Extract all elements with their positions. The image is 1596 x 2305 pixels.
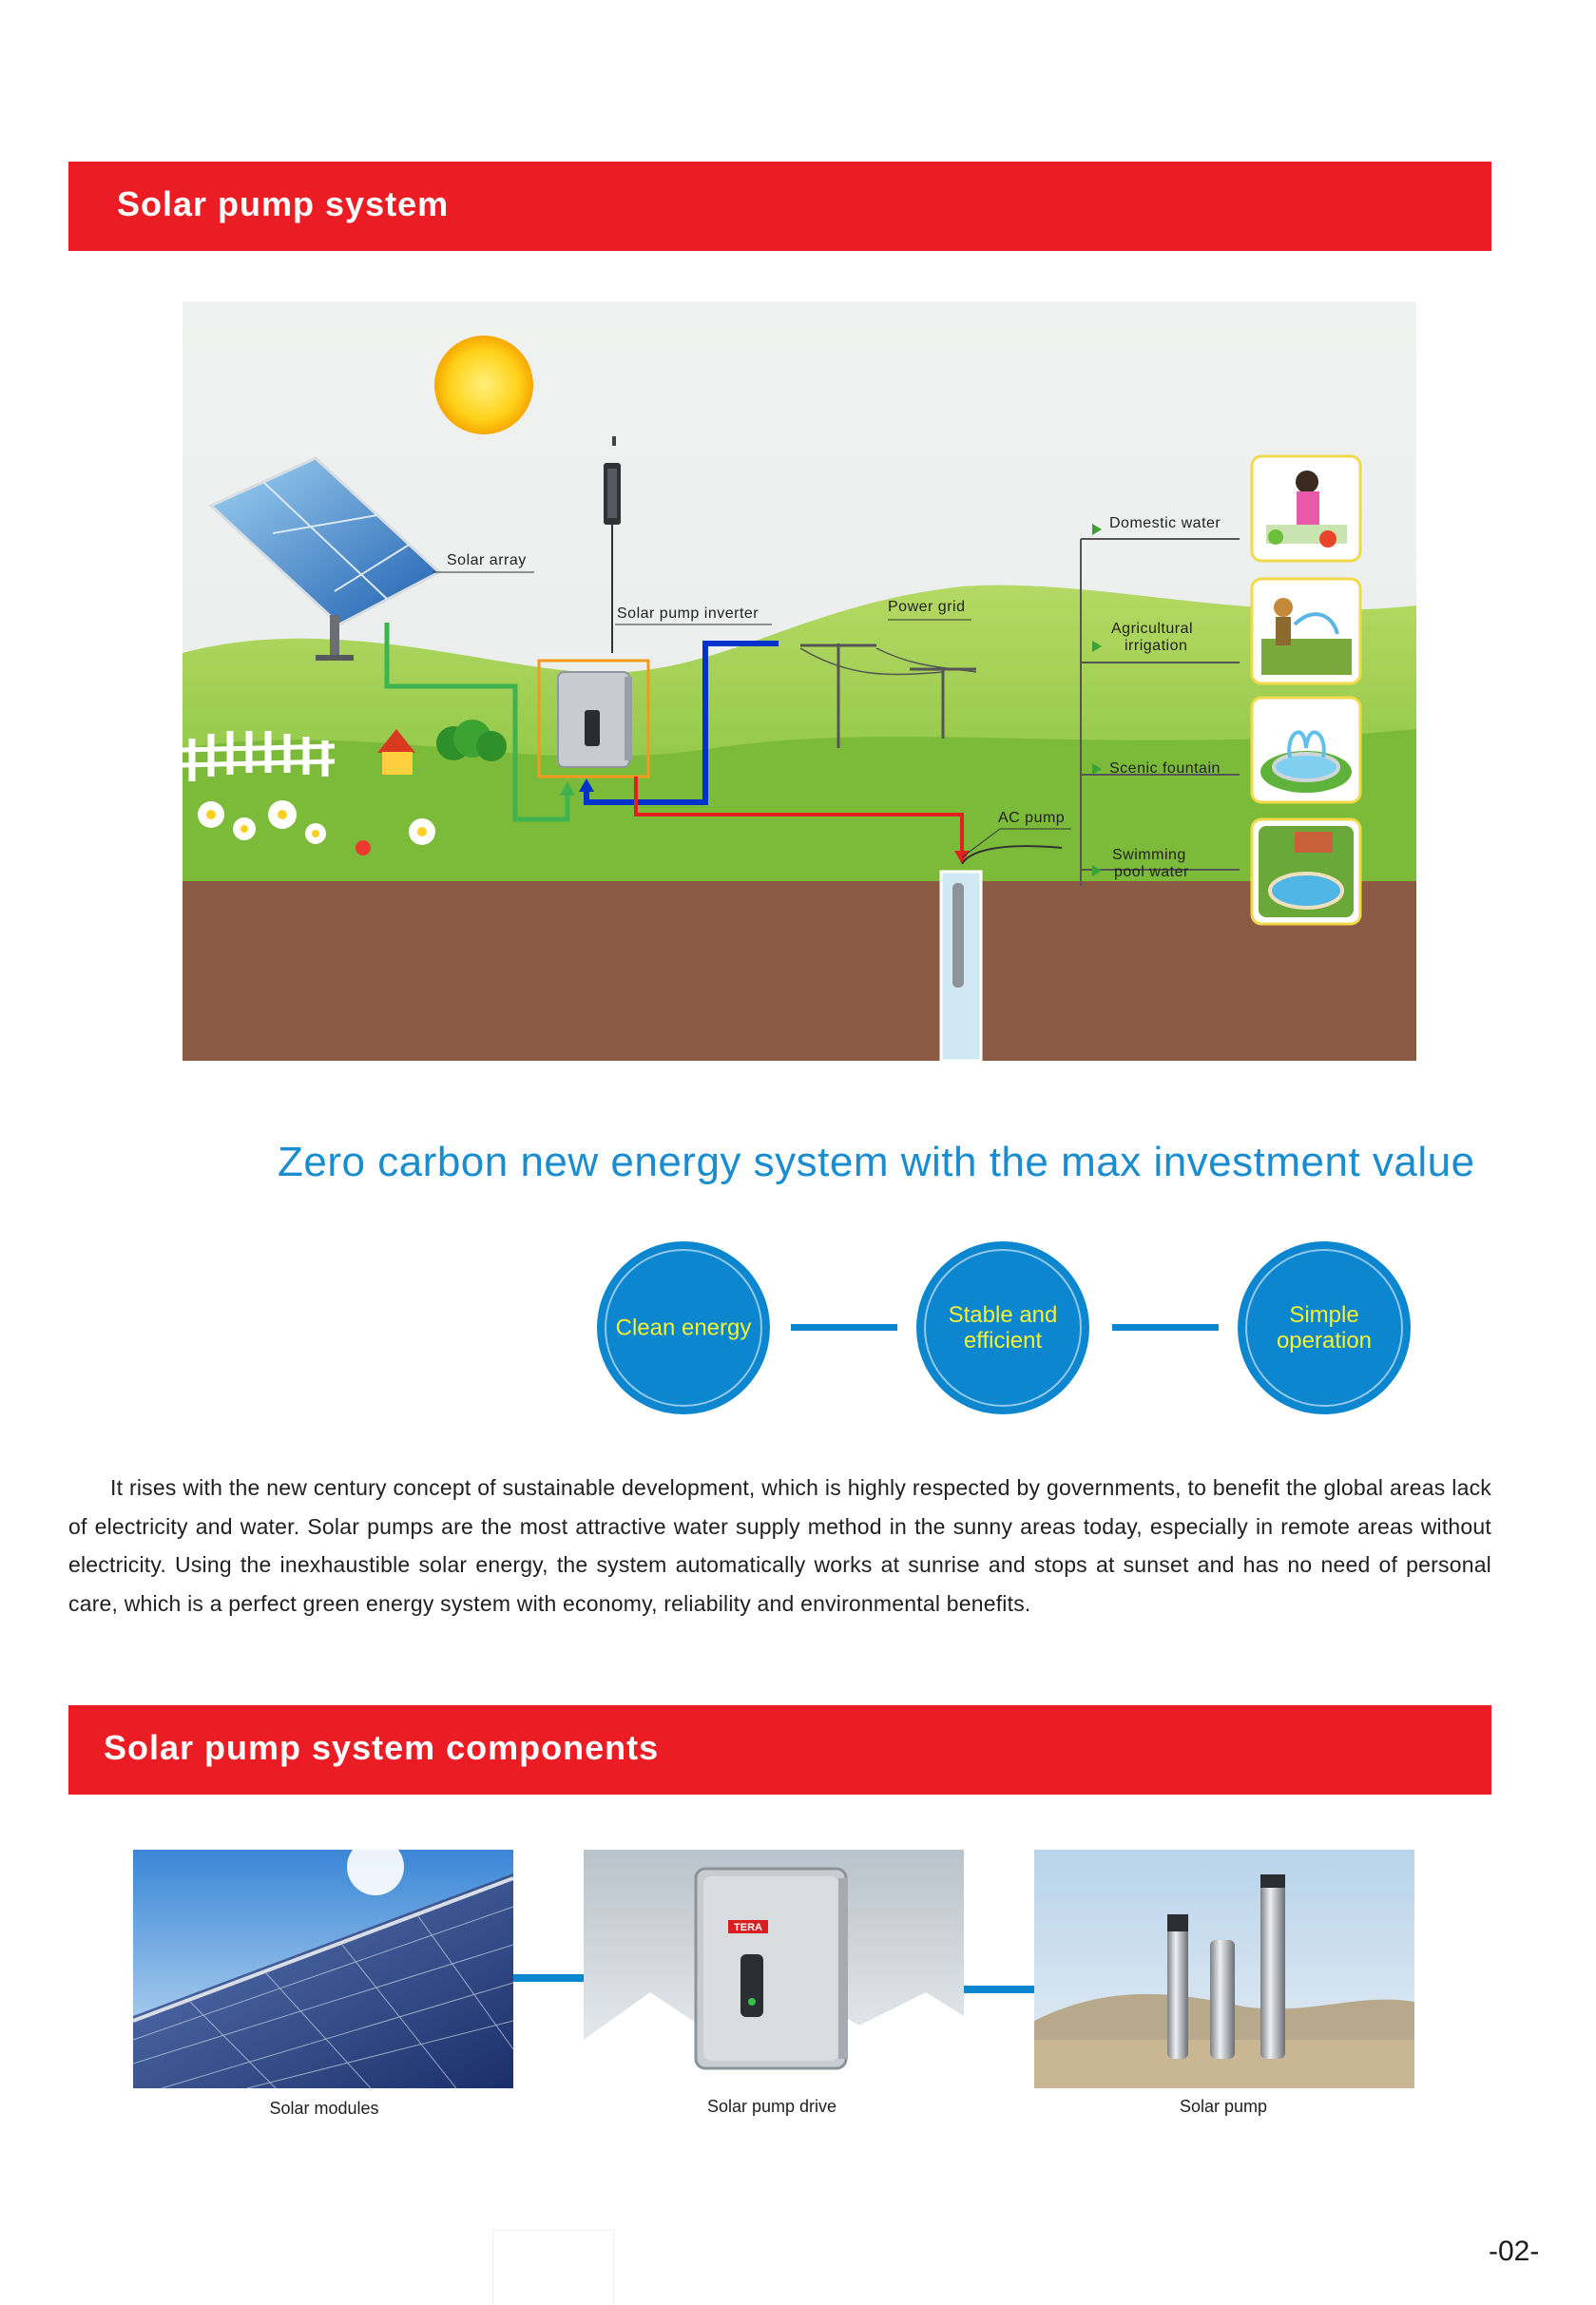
caption-solar-modules: Solar modules bbox=[269, 2099, 379, 2118]
inverter-icon bbox=[558, 672, 632, 767]
caption-solar-pump: Solar pump bbox=[1179, 2097, 1268, 2116]
swimming-pool-thumbnail bbox=[1252, 819, 1360, 924]
label-ac-pump: AC pump bbox=[998, 810, 1066, 826]
section-banner-system bbox=[68, 162, 1491, 251]
soil bbox=[183, 881, 1416, 1061]
feature-simple-operation bbox=[1238, 1241, 1411, 1414]
scenic-fountain-thumbnail bbox=[1252, 698, 1360, 802]
label-swimming: Swimming bbox=[1112, 847, 1186, 863]
well-icon bbox=[941, 872, 981, 1061]
description-text: It rises with the new century concept of sustainable development, which is highly respected by governments, to benefit the global areas lack of electricity and water. Solar pumps are the most attractive water supply method in the sunny areas today, especially in remote areas without electricity. Using the inexhaustible solar energy, the system automatically works at sunrise and stops at sunset and has no need of personal care, which is a perfect green energy system with economy, reliability and environmental benefits. bbox=[68, 1475, 1491, 1616]
brand-logo: TERA bbox=[734, 1922, 762, 1933]
label-scenic-fountain: Scenic fountain bbox=[1109, 760, 1221, 777]
domestic-water-thumbnail bbox=[1252, 456, 1360, 561]
component-connector bbox=[964, 1986, 1034, 1993]
description-paragraph bbox=[68, 1469, 1491, 1623]
feature-clean-energy bbox=[597, 1241, 770, 1414]
label-solar-array: Solar array bbox=[447, 552, 527, 568]
label-pool-water: pool water bbox=[1114, 864, 1189, 880]
feature-connector bbox=[1112, 1324, 1219, 1331]
headline: Zero carbon new energy system with the max investment value bbox=[278, 1139, 1475, 1185]
feature-label: Stable and efficient bbox=[948, 1302, 1058, 1354]
agricultural-irrigation-thumbnail bbox=[1252, 579, 1360, 683]
caption-solar-pump-drive: Solar pump drive bbox=[706, 2097, 837, 2116]
feature-stable-efficient bbox=[916, 1241, 1089, 1414]
solar-panel-photo-icon bbox=[133, 1850, 513, 2088]
label-agricultural: Agricultural bbox=[1111, 621, 1194, 637]
pump-drive-photo-icon bbox=[584, 1850, 964, 2088]
section-banner-components bbox=[68, 1705, 1491, 1795]
sun-icon bbox=[434, 336, 533, 434]
section-title-components: Solar pump system components bbox=[104, 1728, 660, 1767]
component-connector bbox=[513, 1974, 584, 1982]
label-inverter: Solar pump inverter bbox=[617, 605, 760, 622]
label-irrigation: irrigation bbox=[1125, 638, 1188, 654]
page-number: -02- bbox=[1489, 2236, 1540, 2267]
feature-label: Clean energy bbox=[615, 1315, 752, 1341]
label-domestic-water: Domestic water bbox=[1109, 515, 1221, 531]
blank-frame bbox=[492, 2230, 614, 2305]
submersible-pump-photo-icon bbox=[1034, 1850, 1414, 2088]
label-power-grid: Power grid bbox=[888, 599, 966, 615]
solar-pump-system-diagram bbox=[183, 301, 1416, 1061]
section-title-system: Solar pump system bbox=[117, 184, 450, 223]
feature-connector bbox=[791, 1324, 897, 1331]
feature-label: Simple operation bbox=[1276, 1302, 1373, 1354]
